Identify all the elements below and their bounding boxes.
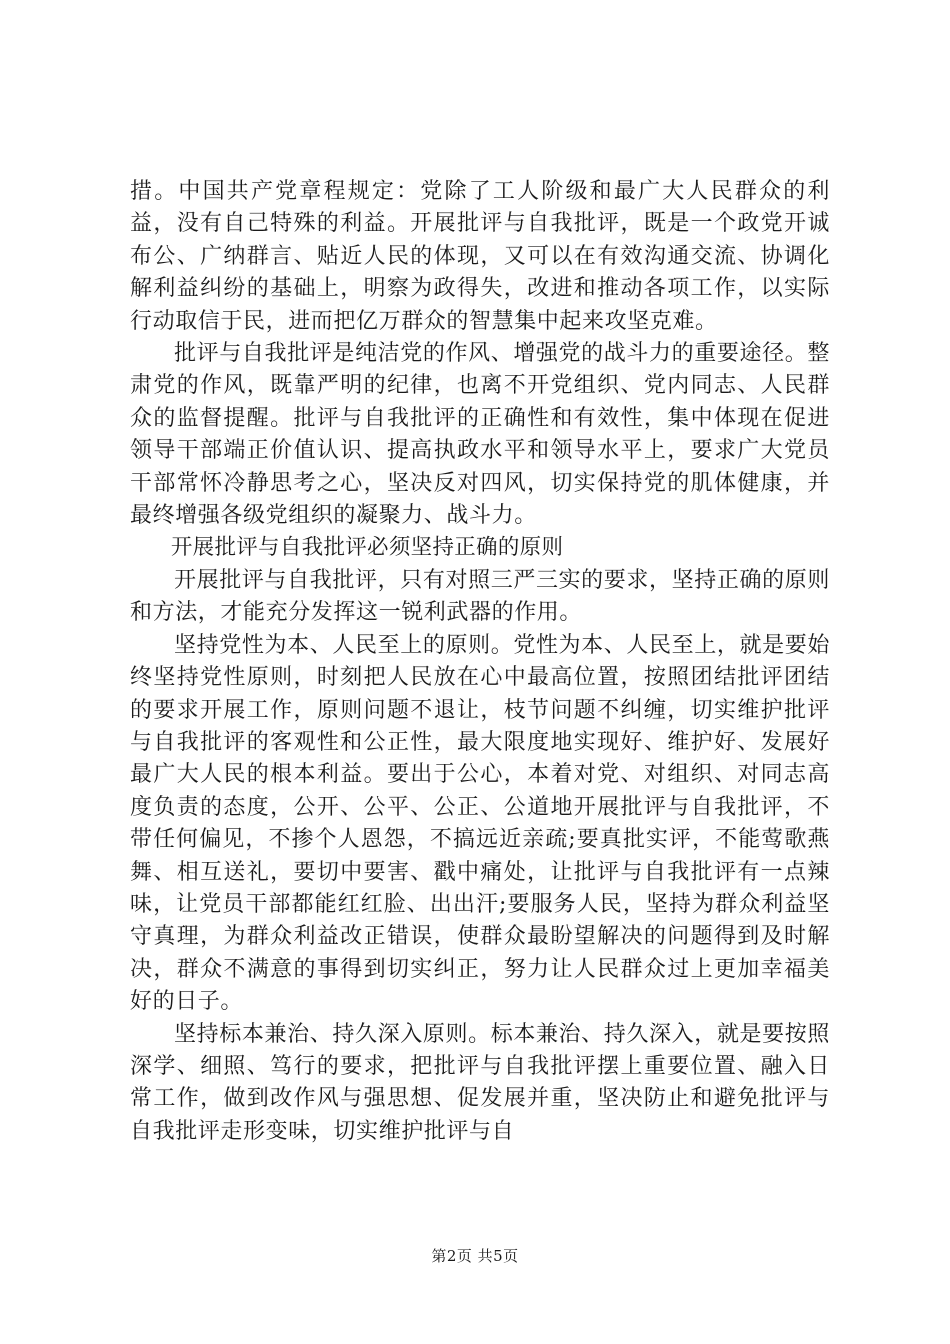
page-number-footer: 第2页 共5页: [431, 1247, 519, 1265]
section-heading: 开展批评与自我批评必须坚持正确的原则: [170, 535, 564, 561]
document-body: [130, 176, 830, 1148]
paragraph-3: 开展批评与自我批评，只有对照三严三实的要求，坚持正确的原则和方法，才能充分发挥这一锐利武器的作用。: [130, 567, 830, 626]
paragraph-1: 措。中国共产党章程规定：党除了工人阶级和最广大人民群众的利益，没有自己特殊的利益。开展批评与自我批评，既是一个政党开诚布公、广纳群言、贴近人民的体现，又可以在有效沟通交流、协调化解利益纠纷的基础上，明察为政得失，改进和推动各项工作，以实际行动取信于民，进而把亿万群众的智慧集中起来攻坚克难。: [130, 179, 830, 334]
paragraph-5: 坚持标本兼治、持久深入原则。标本兼治、持久深入，就是要按照深学、细照、笃行的要求，把批评与自我批评摆上重要位置、融入日常工作，做到改作风与强思想、促发展并重，坚决防止和避免批评与自我批评走形变味，切实维护批评与自: [130, 1021, 830, 1144]
paragraph-4: 坚持党性为本、人民至上的原则。党性为本、人民至上，就是要始终坚持党性原则，时刻把人民放在心中最高位置，按照团结批评团结的要求开展工作，原则问题不退让，枝节问题不纠缠，切实维护批评与自我批评的客观性和公正性，最大限度地实现好、维护好、发展好最广大人民的根本利益。要出于公心，本着对党、对组织、对同志高度负责的态度，公开、公平、公正、公道地开展批评与自我批评，不带任何偏见，不掺个人恩怨，不搞远近亲疏;要真批实评，不能莺歌燕舞、相互送礼，要切中要害、戳中痛处，让批评与自我批评有一点辣味，让党员干部都能红红脸、出出汗;要服务人民，坚持为群众利益坚守真理，为群众利益改正错误，使群众最盼望解决的问题得到及时解决，群众不满意的事得到切实纠正，努力让人民群众过上更加幸福美好的日子。: [130, 632, 830, 1015]
paragraph-2: 批评与自我批评是纯洁党的作风、增强党的战斗力的重要途径。整肃党的作风，既靠严明的纪律，也离不开党组织、党内同志、人民群众的监督提醒。批评与自我批评的正确性和有效性，集中体现在促进领导干部端正价值认识、提高执政水平和领导水平上，要求广大党员干部常怀冷静思考之心，坚决反对四风，切实保持党的肌体健康，并最终增强各级党组织的凝聚力、战斗力。: [130, 341, 830, 529]
